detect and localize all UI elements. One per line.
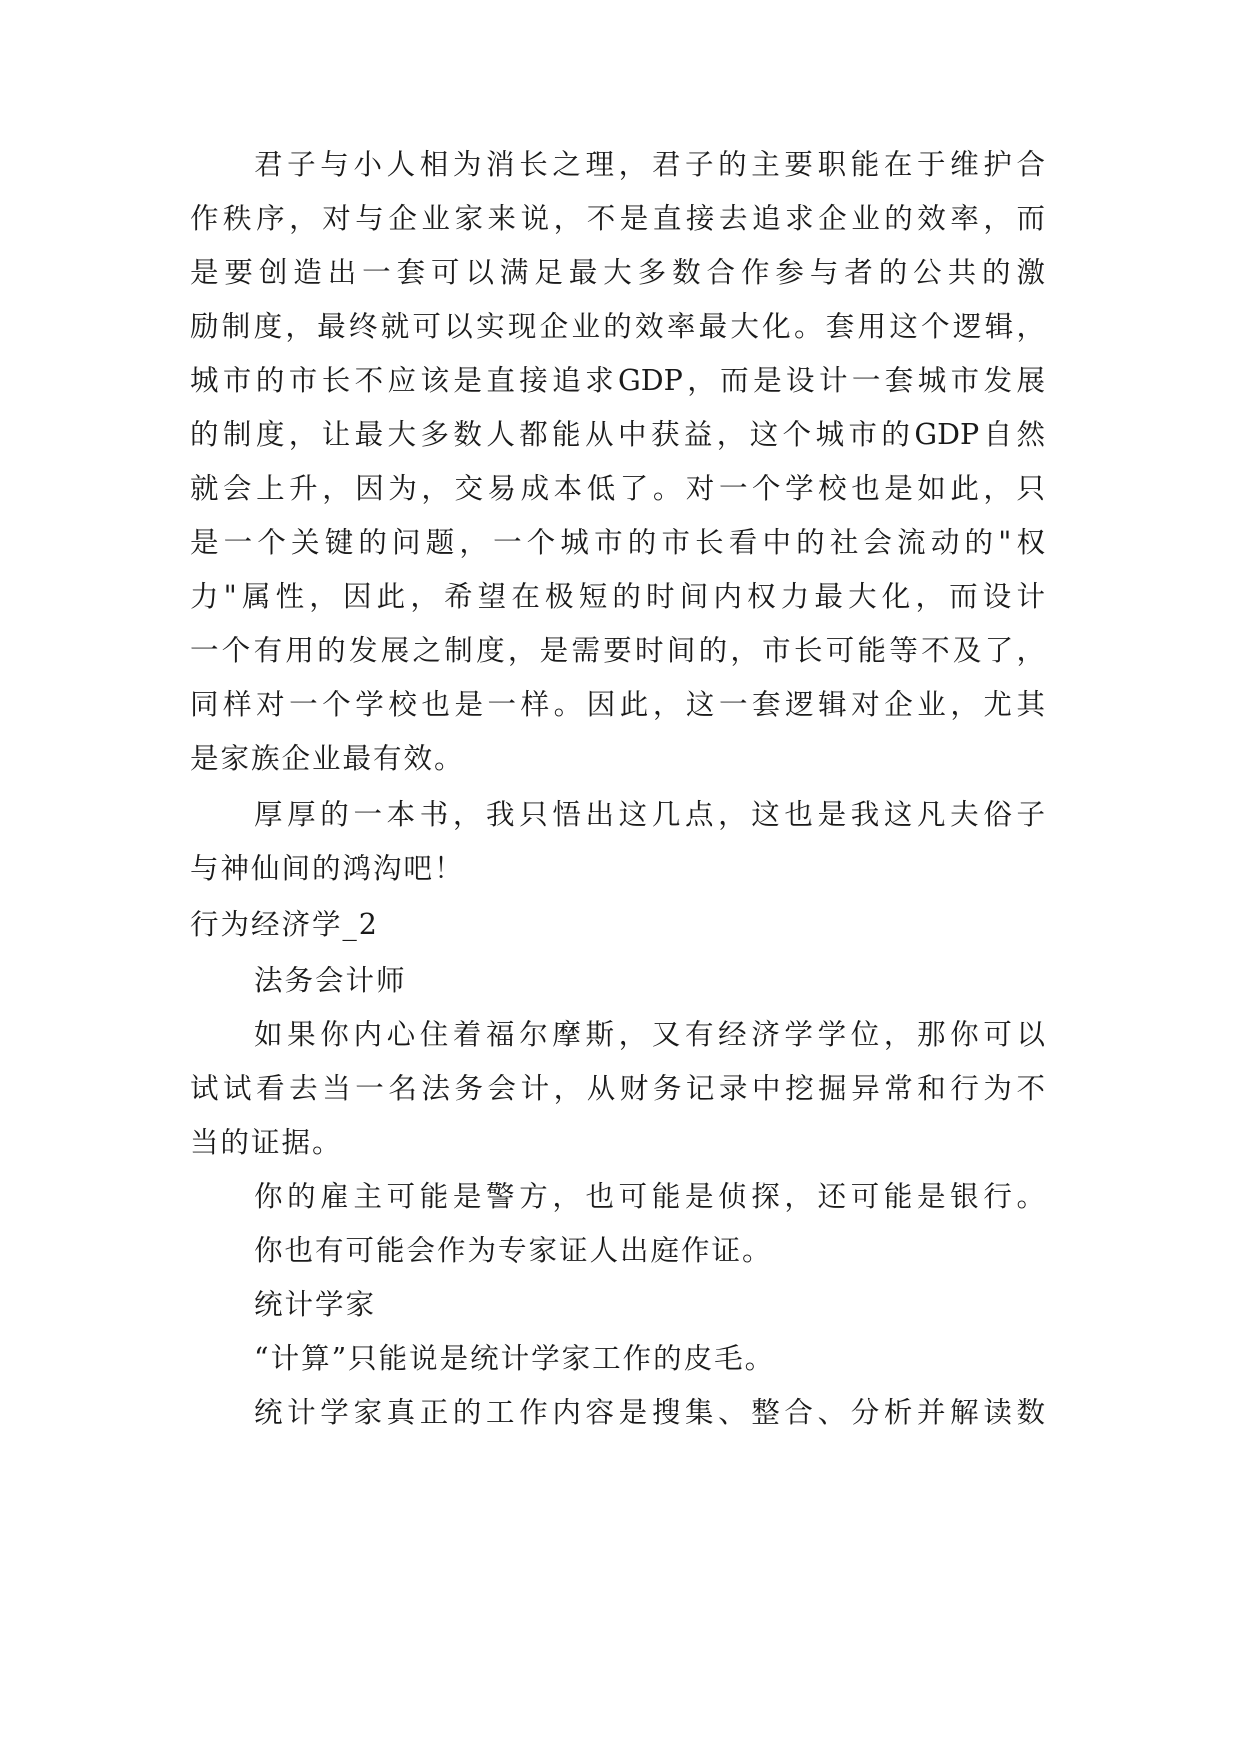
paragraph-line: 统计学家真正的工作内容是搜集、整合、分析并解读数 (254, 1396, 1045, 1429)
paragraph-line: 试试看去当一名法务会计，从财务记录中挖掘异常和行为不 (190, 1072, 1045, 1105)
paragraph-line: “计算”只能说是统计学家工作的皮毛。 (254, 1342, 776, 1375)
paragraph-line: 你也有可能会作为专家证人出庭作证。 (254, 1234, 773, 1267)
paragraph-line: 是要创造出一套可以满足最大多数合作参与者的公共的激 (190, 256, 1045, 289)
paragraph-line: 是一个关键的问题，一个城市的市长看中的社会流动的"权 (190, 526, 1045, 559)
paragraph-line: 同样对一个学校也是一样。因此，这一套逻辑对企业，尤其 (190, 688, 1045, 721)
paragraph-line: 励制度，最终就可以实现企业的效率最大化。套用这个逻辑， (190, 310, 1045, 343)
subsection-heading: 法务会计师 (254, 964, 407, 997)
paragraph-line: 作秩序，对与企业家来说，不是直接去追求企业的效率，而 (190, 202, 1045, 235)
section-heading: 行为经济学_2 (190, 908, 379, 941)
paragraph-line: 厚厚的一本书，我只悟出这几点，这也是我这凡夫俗子 (254, 798, 1045, 831)
paragraph-line: 与神仙间的鸿沟吧！ (190, 852, 465, 885)
paragraph-line: 是家族企业最有效。 (190, 742, 465, 775)
paragraph-line: 君子与小人相为消长之理，君子的主要职能在于维护合 (254, 148, 1045, 181)
paragraph-line: 的制度，让最大多数人都能从中获益，这个城市的GDP自然 (190, 418, 1045, 451)
paragraph-line: 当的证据。 (190, 1126, 343, 1159)
paragraph-line: 如果你内心住着福尔摩斯，又有经济学学位，那你可以 (254, 1018, 1045, 1051)
paragraph-line: 就会上升，因为，交易成本低了。对一个学校也是如此，只 (190, 472, 1045, 505)
paragraph-line: 一个有用的发展之制度，是需要时间的，市长可能等不及了， (190, 634, 1045, 667)
paragraph-line: 力"属性，因此，希望在极短的时间内权力最大化，而设计 (190, 580, 1045, 613)
paragraph-line: 你的雇主可能是警方，也可能是侦探，还可能是银行。 (254, 1180, 1045, 1213)
subsection-heading: 统计学家 (254, 1288, 377, 1321)
paragraph-line: 城市的市长不应该是直接追求GDP，而是设计一套城市发展 (190, 364, 1045, 397)
